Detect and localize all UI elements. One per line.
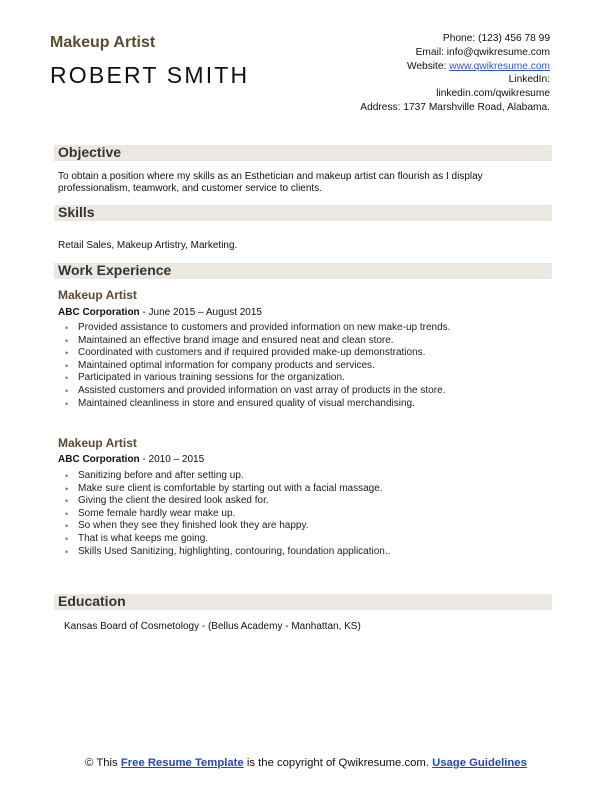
list-item: • Assisted customers and provided information on vast array of products in the store.: [78, 385, 548, 398]
objective-title: Objective: [58, 144, 122, 160]
list-item: • So when they see they finished look they are happy.: [78, 520, 548, 533]
contact-linkedin-value: linkedin.com/qwikresume: [436, 88, 550, 100]
contact-phone: [330, 32, 550, 46]
usage-guidelines-link[interactable]: Usage Guidelines: [432, 757, 527, 769]
skills-title: Skills: [58, 204, 95, 220]
header-job-title: Makeup Artist: [50, 34, 156, 51]
job-2-company-line: [58, 454, 204, 465]
contact-block: [330, 32, 550, 115]
list-item: • Participated in various training sessions for the organization.: [78, 372, 548, 385]
work-section-header: [54, 263, 552, 279]
education-entry: Kansas Board of Cosmetology - (Bellus Academy - Manhattan, KS): [64, 621, 361, 632]
contact-linkedin-label: LinkedIn:: [508, 74, 550, 86]
list-item: • Maintained an effective brand image and ensured neat and clean store.: [78, 335, 548, 348]
list-item: • That is what keeps me going.: [78, 533, 548, 546]
list-item: • Skills Used Sanitizing, highlighting, contouring, foundation application..: [78, 546, 548, 559]
footer-prefix: © This: [85, 757, 121, 769]
footer-middle: is the copyright of Qwikresume.com.: [243, 757, 433, 769]
website-label: Website:: [406, 60, 447, 72]
list-item: • Maintained optimal information for company products and services.: [78, 360, 548, 373]
job-1-company: ABC Corporation: [58, 307, 140, 318]
skills-text: Retail Sales, Makeup Artistry, Marketing.: [58, 240, 238, 251]
list-item: • Giving the client the desired look asked for.: [78, 495, 548, 508]
list-item: • Maintained cleanliness in store and ensured quality of visual merchandising.: [78, 398, 548, 411]
email-value: info@qwikresume.com: [446, 46, 550, 58]
list-item: • Coordinated with customers and if required provided make-up demonstrations.: [78, 347, 548, 360]
address-value: 1737 Marshville Road, Alabama.: [403, 101, 550, 113]
objective-text: To obtain a position where my skills as an Esthetician and makeup artist can flourish as I display professionalism, teamwork, and customer service to clients.: [58, 171, 483, 194]
job-2-company: ABC Corporation: [58, 454, 140, 465]
objective-section-header: [54, 145, 552, 161]
phone-value: (123) 456 78 99: [478, 33, 550, 44]
job-1-dates: - June 2015 – August 2015: [139, 307, 262, 318]
phone-label: Phone:: [442, 33, 476, 44]
website-link[interactable]: www.qwikresume.com: [449, 60, 550, 72]
work-title: Work Experience: [58, 262, 172, 278]
list-item: • Make sure client is comfortable by starting out with a facial massage.: [78, 483, 548, 496]
candidate-name: ROBERT SMITH: [50, 62, 250, 88]
list-item: • Some female hardly wear make up.: [78, 508, 548, 521]
list-item: • Sanitizing before and after setting up.: [78, 470, 548, 483]
job-1-role: Makeup Artist: [58, 288, 137, 302]
skills-section-header: [54, 205, 552, 221]
education-section-header: [54, 594, 552, 610]
job-2-dates: - 2010 – 2015: [139, 454, 205, 465]
address-label: Address:: [360, 101, 401, 113]
job-2-role: Makeup Artist: [58, 436, 137, 450]
education-title: Education: [58, 593, 126, 609]
contact-email: [330, 46, 550, 60]
contact-website: [330, 60, 550, 74]
email-label: Email:: [415, 46, 444, 58]
job-1-duties: [78, 322, 548, 410]
contact-address: [330, 101, 550, 115]
job-2-duties: [78, 470, 548, 558]
copyright-footer: [0, 757, 612, 771]
list-item: • Provided assistance to customers and provided information on new make-up trends.: [78, 322, 548, 335]
free-resume-template-link[interactable]: Free Resume Template: [120, 757, 244, 769]
job-1-company-line: [58, 307, 262, 318]
